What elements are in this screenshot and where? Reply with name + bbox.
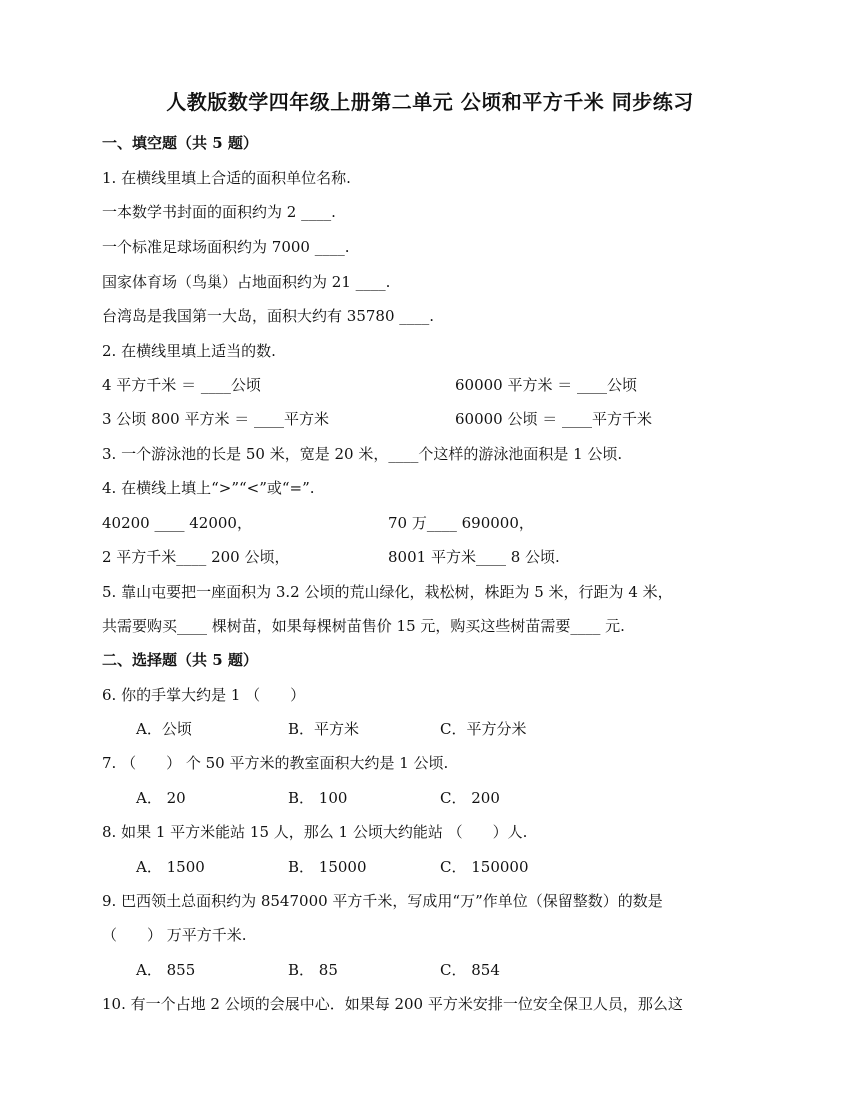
section-heading-fill-blank: 一、填空题（共 5 题） <box>102 134 258 152</box>
q9-option-a: A． 855 <box>136 961 196 979</box>
q8-option-c: C． 150000 <box>440 858 529 876</box>
q3-stem: 3. 一个游泳池的长是 50 米，宽是 20 米，____个这样的游泳池面积是 1 公顷. <box>102 445 623 463</box>
q9-option-b: B． 85 <box>288 961 338 979</box>
q5-line1: 5. 靠山屯要把一座面积为 3.2 公顷的荒山绿化，栽松树，株距为 5 米，行距为 4 米， <box>102 583 673 601</box>
q2-stem: 2. 在横线里填上适当的数. <box>102 342 276 360</box>
q4-stem: 4. 在横线上填上“>”“<”或“=”. <box>102 479 315 497</box>
q7-option-c: C． 200 <box>440 789 500 807</box>
q4-row2-left: 2 平方千米____ 200 公顷， <box>102 548 290 566</box>
q6-option-c: C．平方分米 <box>440 720 527 738</box>
q10-line1: 10. 有一个占地 2 公顷的会展中心．如果每 200 平方米安排一位安全保卫人员，那么这 <box>102 995 683 1013</box>
q7-option-a: A． 20 <box>136 789 186 807</box>
q1-item-d: 台湾岛是我国第一大岛，面积大约有 35780 ____. <box>102 307 435 325</box>
q4-row1-right: 70 万____ 690000， <box>388 514 534 532</box>
section-heading-choice: 二、选择题（共 5 题） <box>102 651 258 669</box>
q1-item-a: 一本数学书封面的面积约为 2 ____. <box>102 203 336 221</box>
q2-row2-right: 60000 公顷 ＝ ____平方千米 <box>455 410 653 428</box>
q6-stem: 6. 你的手掌大约是 1 （ ） <box>102 686 306 704</box>
q8-option-a: A． 1500 <box>136 858 205 876</box>
q7-option-b: B． 100 <box>288 789 348 807</box>
q8-option-b: B． 15000 <box>288 858 367 876</box>
q4-row1-left: 40200 ____ 42000， <box>102 514 252 532</box>
q1-item-c: 国家体育场（鸟巢）占地面积约为 21 ____. <box>102 273 391 291</box>
q6-option-b: B．平方米 <box>288 720 360 738</box>
q2-row2-left: 3 公顷 800 平方米 ＝ ____平方米 <box>102 410 330 428</box>
q8-stem: 8. 如果 1 平方米能站 15 人，那么 1 公顷大约能站 （ ）人. <box>102 823 528 841</box>
q6-option-a: A．公顷 <box>136 720 192 738</box>
q9-option-c: C． 854 <box>440 961 500 979</box>
q5-line2: 共需要购买____ 棵树苗，如果每棵树苗售价 15 元，购买这些树苗需要____ 元. <box>102 617 625 635</box>
q1-stem: 1. 在横线里填上合适的面积单位名称. <box>102 169 351 187</box>
q9-line2: （ ） 万平方千米. <box>102 926 247 944</box>
q4-row2-right: 8001 平方米____ 8 公顷. <box>388 548 560 566</box>
q7-stem: 7. （ ） 个 50 平方米的教室面积大约是 1 公顷. <box>102 754 449 772</box>
q2-row1-left: 4 平方千米 ＝ ____公顷 <box>102 376 261 394</box>
page-title: 人教版数学四年级上册第二单元 公顷和平方千米 同步练习 <box>166 90 694 114</box>
q9-line1: 9. 巴西领土总面积约为 8547000 平方千米，写成用“万”作单位（保留整数）的数是 <box>102 892 663 910</box>
q2-row1-right: 60000 平方米 ＝ ____公顷 <box>455 376 638 394</box>
q1-item-b: 一个标准足球场面积约为 7000 ____. <box>102 238 350 256</box>
